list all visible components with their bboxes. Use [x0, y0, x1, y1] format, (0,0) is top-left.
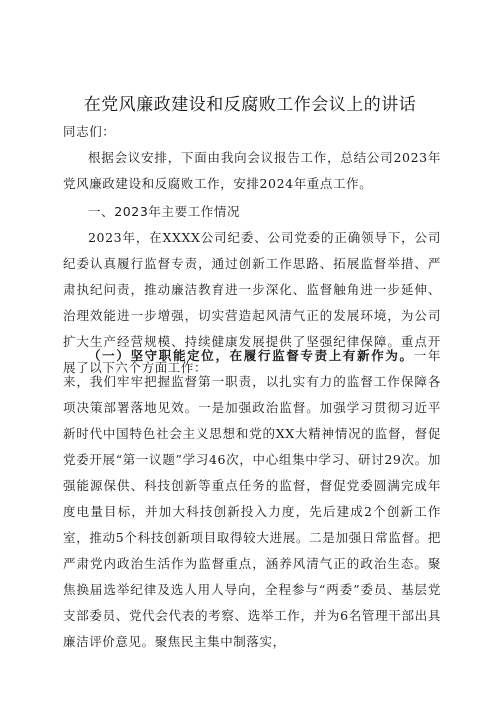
intro-paragraph: 根据会议安排，下面由我向会议报告工作，总结公司2023年党风廉政建设和反腐败工作，安排2024年重点工作。	[63, 150, 441, 191]
salutation: 同志们：	[63, 124, 116, 139]
section-heading: 一、2023年主要工作情况	[88, 204, 241, 219]
item-heading: （一）坚守职能定位，在履行监督专责上有新作为。	[88, 348, 414, 363]
section-paragraph: 2023年，在XXXX公司纪委、公司党委的正确领导下，公司纪委认真履行监督专责，通过创新工作思路、拓展监督举措、严肃执纪问责，推动廉洁教育进一步深化、监督触角进一步延伸、治理效能进一步增强，切实营造起风清气正的发展环境，为公司扩大生产经营规模、持续健康发展提供了坚强纪律保障。重点开展了以下六个方面工作：	[63, 230, 441, 375]
document-title: 在党风廉政建设和反腐败工作会议上的讲话	[83, 95, 417, 115]
item-paragraph	[63, 343, 441, 655]
item-text: 一年来，我们牢牢把握监督第一职责，以扎实有力的监督工作保障各项决策部署落地见效。一是加强政治监督。加强学习贯彻习近平新时代中国特色社会主义思想和党的XX大精神情况的监督，督促党委开展“第一议题”学习46次，中心组集中学习、研讨29次。加强能源保供、科技创新等重点任务的监督，督促党委圆满完成年度电量目标，并加大科技创新投入力度，先后建成2个创新工作室，推动5个科技创新项目取得较大进展。二是加强日常监督。把严肃党内政治生活作为监督重点，涵养风清气正的政治生态。聚焦换届选举纪律及选人用人导向，全程参与“两委”委员、基层党支部委员、党代会代表的考察、选举工作，并为6名管理干部出具廉洁评价意见。聚焦民主集中制落实，	[63, 348, 441, 649]
